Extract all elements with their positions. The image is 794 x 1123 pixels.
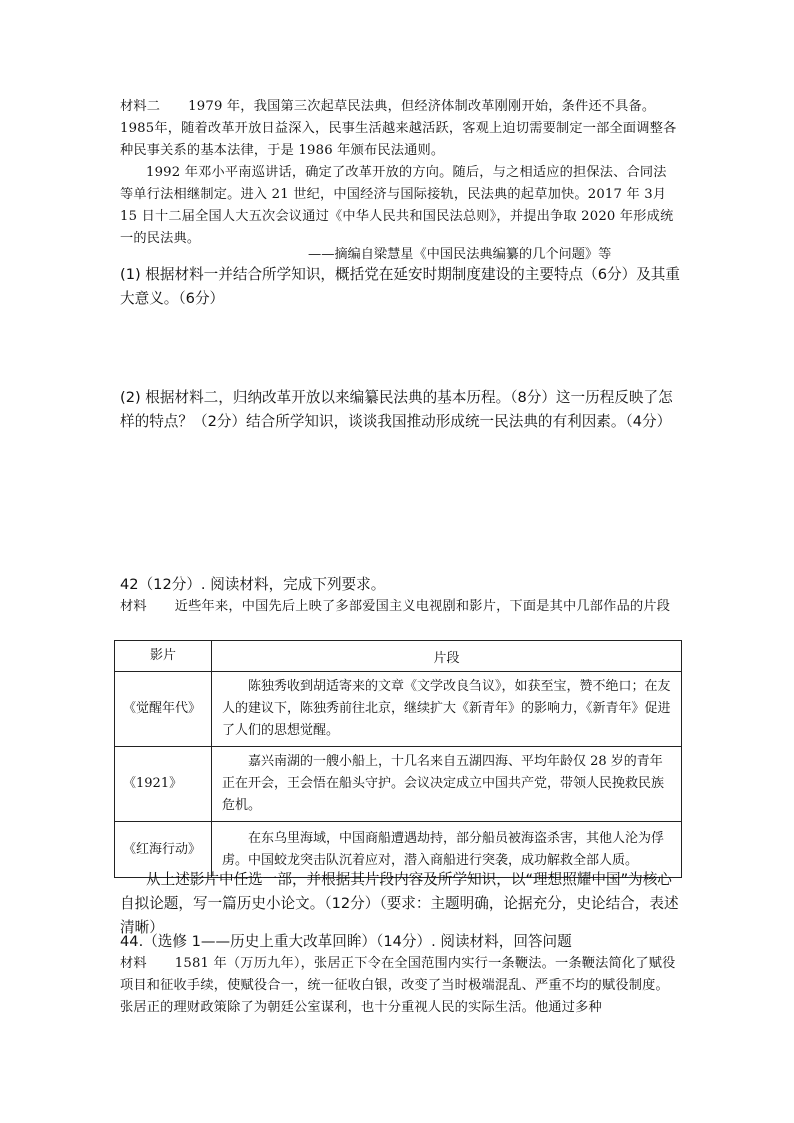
table-header-row bbox=[115, 641, 682, 672]
header-clip: 片段 bbox=[212, 641, 682, 672]
film-clip: 陈独秀收到胡适寄来的文章《文学改良刍议》，如获至宝，赞不绝口；在友人的建议下，陈独秀前往北京，继续扩大《新青年》的影响力，《新青年》促进了人们的思想觉醒。 bbox=[212, 672, 682, 747]
film-title: 《1921》 bbox=[115, 747, 212, 822]
question-44-title: 44.（选修 1——历史上重大改革回眸）（14分）. 阅读材料，回答问题 bbox=[120, 933, 572, 950]
question-42-prompt: 从上述影片中任选一部，并根据其片段内容及所学知识，以“理想照耀中国”为核心自拟论题，写一篇历史小论文。（12分）（要求：主题明确，论据充分，史论结合，表述清晰） bbox=[120, 871, 679, 936]
film-title: 《红海行动》 bbox=[115, 822, 212, 878]
material-two-paragraph-2: 1992 年邓小平南巡讲话，确定了改革开放的方向。随后，与之相适应的担保法、合同法等单行法相继制定。进入 21 世纪，中国经济与国际接轨，民法典的起草加快。2017 年 3月 15 日十二届全国人大五次会议通过《中华人民共和国民法总则》，并提出争取 2020 年形成统一的民法典。 bbox=[120, 165, 674, 246]
film-clip: 在东乌里海域，中国商船遭遇劫持，部分船员被海盗杀害，其他人沦为俘虏。中国蛟龙突击队沉着应对，潜入商船进行突袭，成功解救全部人质。 bbox=[212, 822, 682, 878]
q42-material-label: 材料 bbox=[120, 599, 147, 614]
film-clip: 嘉兴南湖的一艘小船上，十几名来自五湖四海、平均年龄仅 28 岁的青年正在开会，王会悟在船头守护。会议决定成立中国共产党，带领人民挽救民族危机。 bbox=[212, 747, 682, 822]
question-2: (2) 根据材料二，归纳改革开放以来编纂民法典的基本历程。（8分）这一历程反映了怎样的特点？（2分）结合所学知识，谈谈我国推动形成统一民法典的有利因素。（4分） bbox=[120, 389, 673, 430]
material-two-source: ——摘编自梁慧星《中国民法典编纂的几个问题》等 bbox=[308, 247, 612, 262]
question-42-material: 材料 近些年来，中国先后上映了多部爱国主义电视剧和影片，下面是其中几部作品的片段 bbox=[120, 599, 671, 614]
header-film: 影片 bbox=[115, 641, 212, 672]
question-44-material: 材料 1581 年（万历九年），张居正下令在全国范围内实行一条鞭法。一条鞭法简化了赋役项目和征收手续，使赋役合一，统一征收白银，改变了当时极端混乱、严重不均的赋役制度。张居正的理财政策除了为朝廷公室谋利，也十分重视人民的实际生活。他通过多种 bbox=[120, 956, 676, 1015]
table-row bbox=[115, 747, 682, 822]
material-two-label: 材料二 bbox=[120, 99, 161, 114]
film-table bbox=[114, 640, 682, 878]
question-42-title: 42（12分）. 阅读材料，完成下列要求。 bbox=[120, 576, 386, 593]
material-two-paragraph-1: 材料二 1979 年，我国第三次起草民法典，但经济体制改革刚刚开始，条件还不具备。1985年，随着改革开放日益深入，民事生活越来越活跃，客观上迫切需要制定一部全面调整各种民事关系的基本法律，于是 1986 年颁布民法通则。 bbox=[120, 99, 677, 158]
table-row bbox=[115, 672, 682, 747]
material-two bbox=[120, 96, 680, 250]
film-title: 《觉醒年代》 bbox=[115, 672, 212, 747]
q44-material-label: 材料 bbox=[120, 956, 147, 971]
question-1: (1) 根据材料一并结合所学知识，概括党在延安时期制度建设的主要特点（6分）及其重大意义。（6分） bbox=[120, 266, 680, 307]
